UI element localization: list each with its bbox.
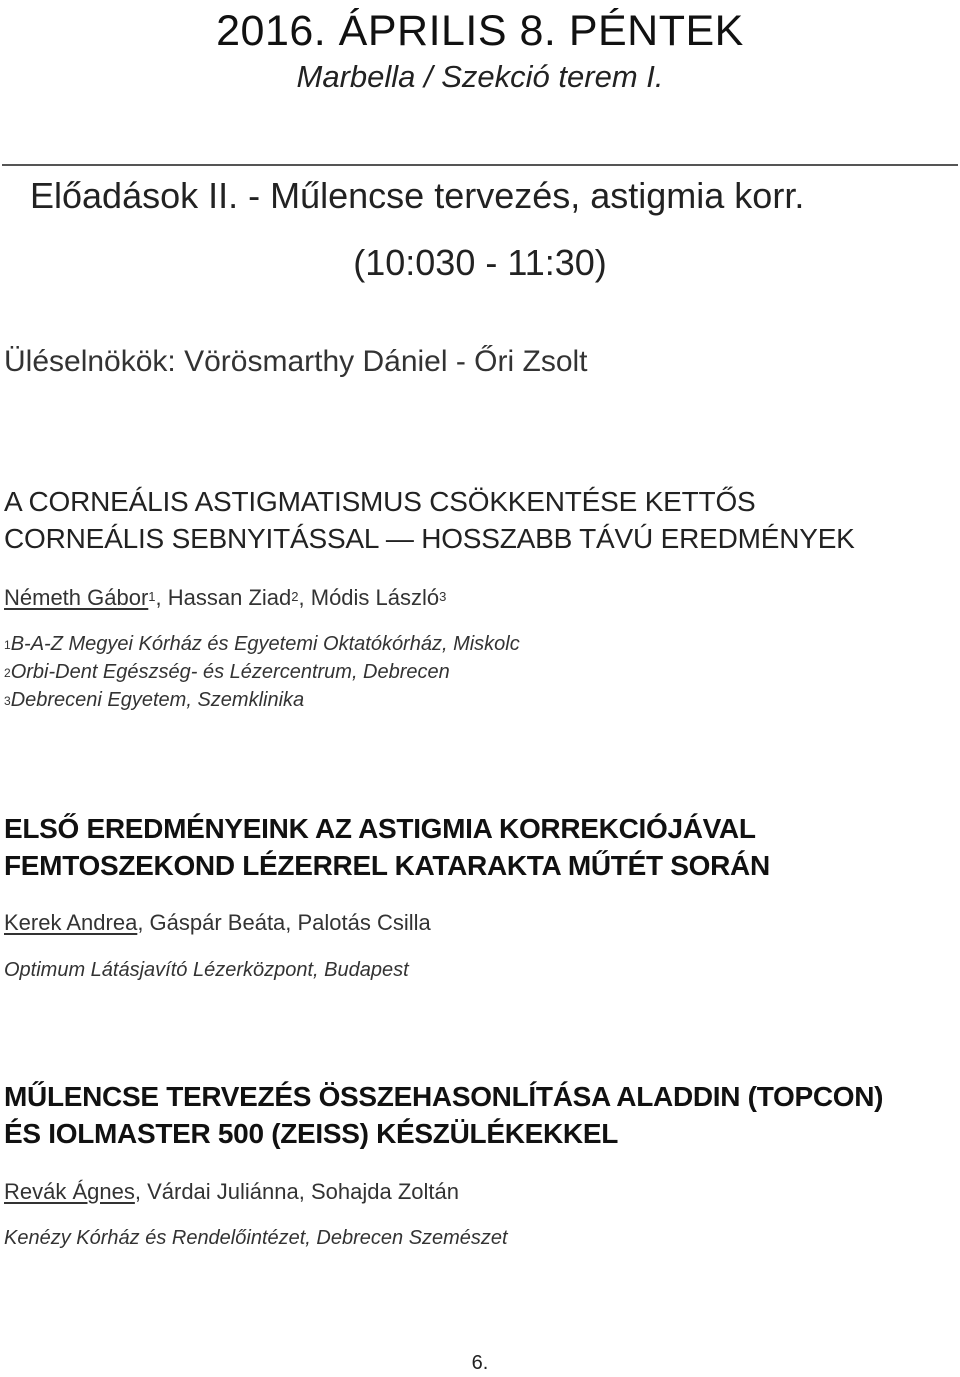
venue-subtitle: Marbella / Szekció terem I. bbox=[296, 59, 664, 94]
talk-2-title-line-2: FEMTOSZEKOND LÉZERREL KATARAKTA MŰTÉT SORÁN bbox=[4, 850, 770, 881]
affiliation-text: B-A-Z Megyei Kórház és Egyetemi Oktatókórház, Miskolc bbox=[10, 633, 520, 655]
talk-1-affiliation-1 bbox=[4, 630, 520, 658]
affiliation-mark: 1 bbox=[4, 638, 11, 652]
author-separator: , bbox=[298, 585, 311, 610]
page-date-heading: 2016. ÁPRILIS 8. PÉNTEK bbox=[216, 7, 744, 55]
talk-1-title-line-2: CORNEÁLIS SEBNYITÁSSAL — HOSSZABB TÁVÚ EREDMÉNYEK bbox=[4, 523, 855, 554]
talk-2-other-authors: , Gáspár Beáta, Palotás Csilla bbox=[137, 910, 431, 935]
talk-2-title-line-1: ELSŐ EREDMÉNYEINK AZ ASTIGMIA KORREKCIÓJÁVAL bbox=[4, 813, 756, 844]
talk-3-presenter: Revák Ágnes bbox=[4, 1179, 135, 1204]
talk-2-presenter: Kerek Andrea bbox=[4, 910, 138, 935]
talk-3-title-line-2: ÉS IOLMASTER 500 (ZEISS) KÉSZÜLÉKEKKEL bbox=[4, 1118, 619, 1149]
talk-1-affiliation-3 bbox=[4, 686, 304, 714]
talk-1-author-3: Módis László bbox=[310, 585, 440, 610]
author-separator: , bbox=[155, 585, 168, 610]
affiliation-mark: 3 bbox=[439, 589, 447, 604]
session-title: Előadások II. - Műlencse tervezés, astigmia korr. bbox=[30, 175, 805, 216]
affiliation-text: Debreceni Egyetem, Szemklinika bbox=[10, 689, 305, 711]
talk-3-title-line-1: MŰLENCSE TERVEZÉS ÖSSZEHASONLÍTÁSA ALADDIN (TOPCON) bbox=[4, 1081, 884, 1112]
talk-3-affiliation: Kenézy Kórház és Rendelőintézet, Debrecen Szemészet bbox=[4, 1227, 508, 1249]
header-divider bbox=[2, 164, 958, 166]
talk-1-affiliation-2 bbox=[4, 658, 450, 686]
affiliation-text: Orbi-Dent Egészség- és Lézercentrum, Debrecen bbox=[10, 661, 450, 683]
talk-1-title-line-1: A CORNEÁLIS ASTIGMATISMUS CSÖKKENTÉSE KETTŐS bbox=[4, 486, 756, 517]
session-chairs: Üléselnökök: Vörösmarthy Dániel - Őri Zsolt bbox=[4, 345, 588, 378]
talk-1-presenter: Németh Gábor bbox=[4, 585, 149, 610]
page-number: 6. bbox=[471, 1352, 489, 1374]
talk-3-authors bbox=[4, 1178, 459, 1206]
affiliation-mark: 3 bbox=[4, 694, 11, 708]
talk-1-author-2: Hassan Ziad bbox=[167, 585, 292, 610]
talk-2-affiliation: Optimum Látásjavító Lézerközpont, Budapest bbox=[4, 959, 409, 981]
talk-3-other-authors: , Várdai Juliánna, Sohajda Zoltán bbox=[134, 1179, 459, 1204]
affiliation-mark: 1 bbox=[148, 589, 156, 604]
session-time: (10:030 - 11:30) bbox=[353, 242, 607, 283]
affiliation-mark: 2 bbox=[4, 666, 11, 680]
affiliation-mark: 2 bbox=[291, 589, 299, 604]
talk-2-authors bbox=[4, 909, 431, 937]
talk-1-authors bbox=[4, 584, 446, 612]
